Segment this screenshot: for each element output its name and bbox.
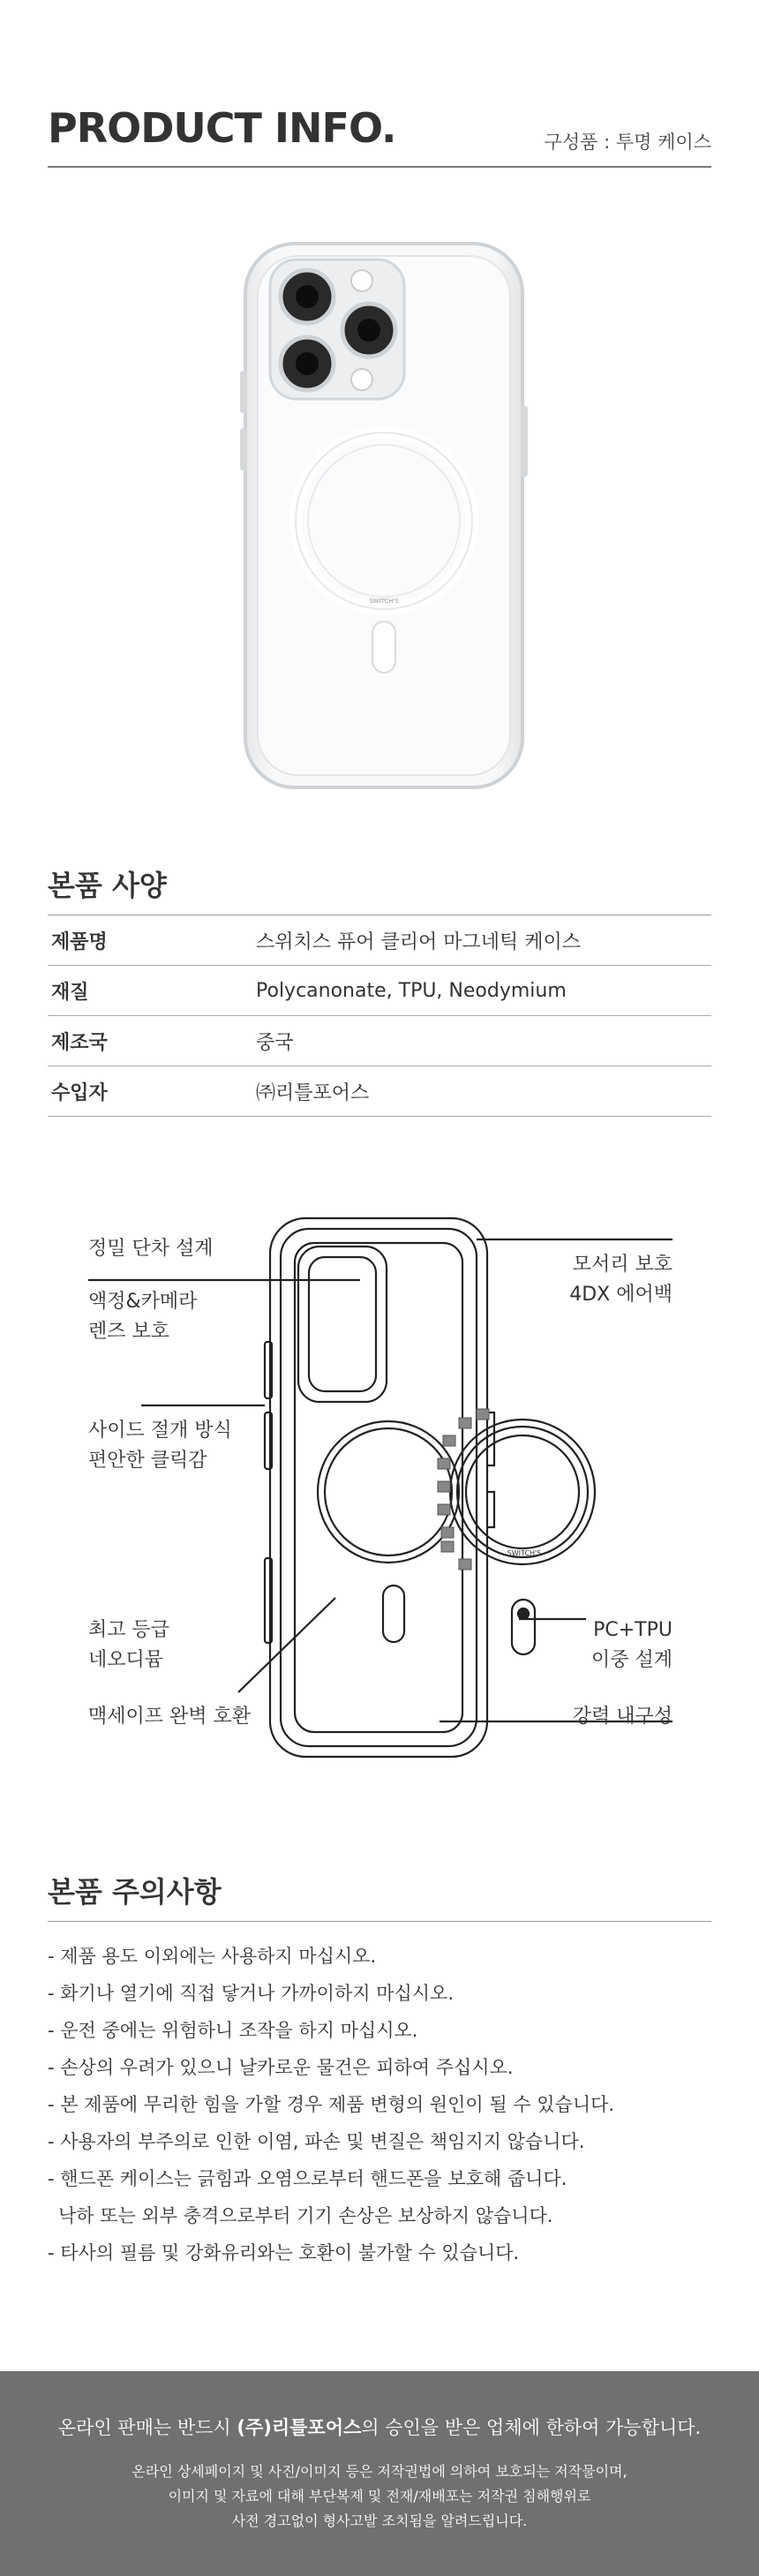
- spec-row: [48, 966, 711, 1016]
- spec-row: [48, 915, 711, 966]
- components-text: 구성품 : 투명 케이스: [544, 132, 711, 153]
- feature-label: 4DX 에어백: [569, 1284, 673, 1306]
- footer-company: (주)리틀포어스: [237, 2417, 362, 2438]
- spec-key: 수입자: [51, 1081, 108, 1104]
- spec-value: ㈜리틀포어스: [256, 1081, 370, 1104]
- caution-item: - 운전 중에는 위험하니 조작을 하지 마십시오.: [48, 2020, 418, 2041]
- spec-value: 중국: [256, 1031, 294, 1054]
- case-brand-mark: SWITCH'S: [369, 598, 399, 605]
- feature-label: PC+TPU: [593, 1619, 673, 1641]
- caution-item: - 타사의 필름 및 강화유리와는 호환이 불가할 수 있습니다.: [48, 2242, 520, 2263]
- caution-item: 낙하 또는 외부 충격으로부터 기기 손상은 보상하지 않습니다.: [58, 2205, 553, 2226]
- caution-item: - 사용자의 부주의로 인한 이염, 파손 및 변질은 책임지지 않습니다.: [48, 2131, 585, 2152]
- footer-line: 온라인 상세페이지 및 사진/이미지 등은 저작권법에 의하여 보호되는 저작물이며,: [132, 2463, 627, 2480]
- feature-label: 렌즈 보호: [88, 1321, 170, 1343]
- page-title: PRODUCT INFO.: [48, 104, 396, 152]
- cautions-section-title: 본품 주의사항: [48, 1875, 222, 1909]
- product-photo: [238, 238, 530, 795]
- feature-label: 네오디뮴: [88, 1649, 164, 1671]
- spec-key: 제품명: [51, 930, 108, 953]
- feature-label: 액정&카메라: [88, 1291, 198, 1313]
- cautions-list: [48, 1938, 718, 2271]
- feature-label: 이중 설계: [590, 1649, 673, 1671]
- ring-brand-mark: SWITCH'S: [507, 1549, 542, 1557]
- feature-label: 맥세이프 완벽 호환: [88, 1706, 252, 1728]
- cautions-rule: [48, 1921, 711, 1922]
- caution-item: - 손상의 우려가 있으니 날카로운 물건은 피하여 주십시오.: [48, 2057, 514, 2078]
- footer-line: 사전 경고없이 형사고발 조치됨을 알려드립니다.: [231, 2512, 528, 2529]
- feature-label: 편안한 클릭감: [88, 1450, 207, 1472]
- feature-label: 사이드 절개 방식: [88, 1420, 232, 1442]
- feature-label: 강력 내구성: [572, 1706, 673, 1728]
- feature-label: 정밀 단차 설계: [88, 1238, 214, 1260]
- spec-key: 재질: [51, 981, 89, 1004]
- spec-row: [48, 1016, 711, 1066]
- spec-key: 제조국: [51, 1031, 108, 1054]
- caution-item: - 핸드폰 케이스는 긁힘과 오염으로부터 핸드폰을 보호해 줍니다.: [48, 2168, 567, 2189]
- feature-label: 모서리 보호: [572, 1254, 673, 1276]
- footer-line: 이미지 및 자료에 대해 부단복제 및 전재/재배포는 저작권 침해행위로: [168, 2488, 591, 2504]
- copyright-footer: [0, 2371, 759, 2576]
- feature-label: 최고 등급: [88, 1619, 170, 1641]
- caution-item: - 화기나 열기에 직접 닿거나 가까이하지 마십시오.: [48, 1983, 455, 2004]
- spec-value: 스위치스 퓨어 클리어 마그네틱 케이스: [256, 930, 582, 953]
- header-divider: [48, 166, 711, 168]
- spec-value: Polycanonate, TPU, Neodymium: [256, 979, 567, 1002]
- caution-item: - 제품 용도 이외에는 사용하지 마십시오.: [48, 1946, 377, 1967]
- spec-row: [48, 1066, 711, 1117]
- caution-item: - 본 제품에 무리한 힘을 가할 경우 제품 변형의 원인이 될 수 있습니다.: [48, 2094, 615, 2115]
- spec-section-title: 본품 사양: [48, 869, 167, 902]
- footer-main-notice: 온라인 판매는 반드시 (주)리틀포어스의 승인을 받은 업체에 한하여 가능합니다.: [57, 2417, 702, 2438]
